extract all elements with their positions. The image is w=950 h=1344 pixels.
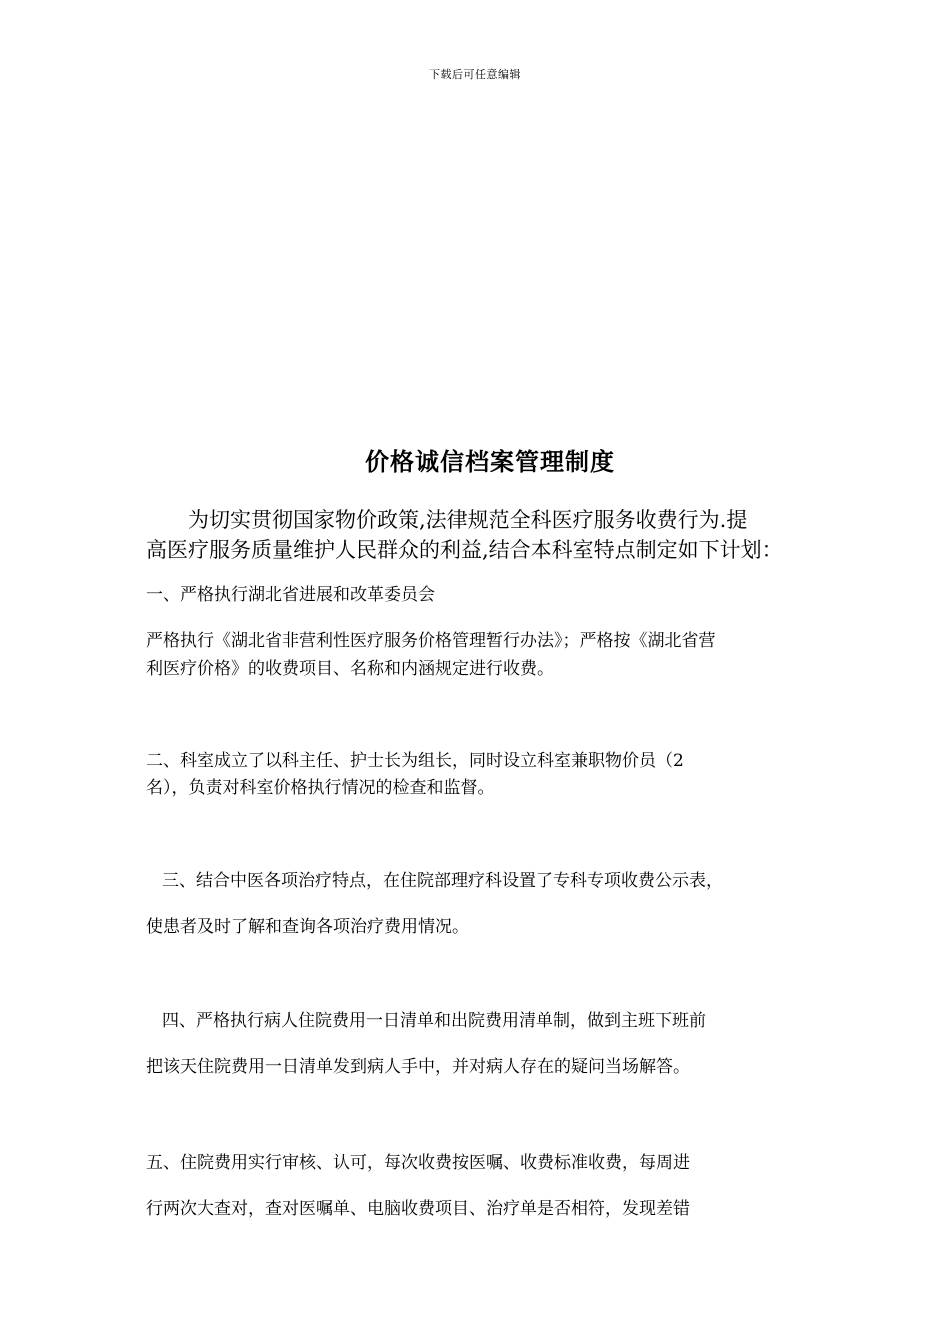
section-5-line-1: 五、住院费用实行审核、认可，每次收费按医嘱、收费标准收费，每周进	[146, 1153, 690, 1173]
section-4-line-2: 把该天住院费用一日清单发到病人手中，并对病人存在的疑问当场解答。	[146, 1057, 690, 1077]
section-3-line-1: 三、结合中医各项治疗特点，在住院部理疗科设置了专科专项收费公示表，	[162, 871, 723, 891]
document-title: 价格诚信档案管理制度	[365, 448, 615, 476]
section-3-line-2: 使患者及时了解和查询各项治疗费用情况。	[146, 917, 469, 937]
section-1-heading: 一、严格执行湖北省进展和改革委员会	[146, 585, 435, 605]
section-5-line-2: 行两次大查对，查对医嘱单、电脑收费项目、治疗单是否相符，发现差错	[146, 1199, 690, 1219]
section-4-line-1: 四、严格执行病人住院费用一日清单和出院费用清单制，做到主班下班前	[162, 1011, 706, 1031]
section-2-line-1: 二、科室成立了以科主任、护士长为组长，同时设立科室兼职物价员（2	[146, 751, 684, 771]
section-2-line-2: 名），负责对科室价格执行情况的检查和监督。	[146, 778, 495, 798]
intro-line-2: 高医疗服务质量维护人民群众的利益,结合本科室特点制定如下计划：	[146, 538, 783, 562]
section-1-line-2: 利医疗价格》的收费项目、名称和内涵规定进行收费。	[146, 659, 554, 679]
header-note: 下载后可任意编辑	[429, 68, 521, 81]
intro-line-1: 为切实贯彻国家物价政策,法律规范全科医疗服务收费行为.提	[188, 508, 748, 532]
section-1-line-1: 严格执行《湖北省非营利性医疗服务价格管理暂行办法》；严格按《湖北省营	[146, 631, 716, 651]
